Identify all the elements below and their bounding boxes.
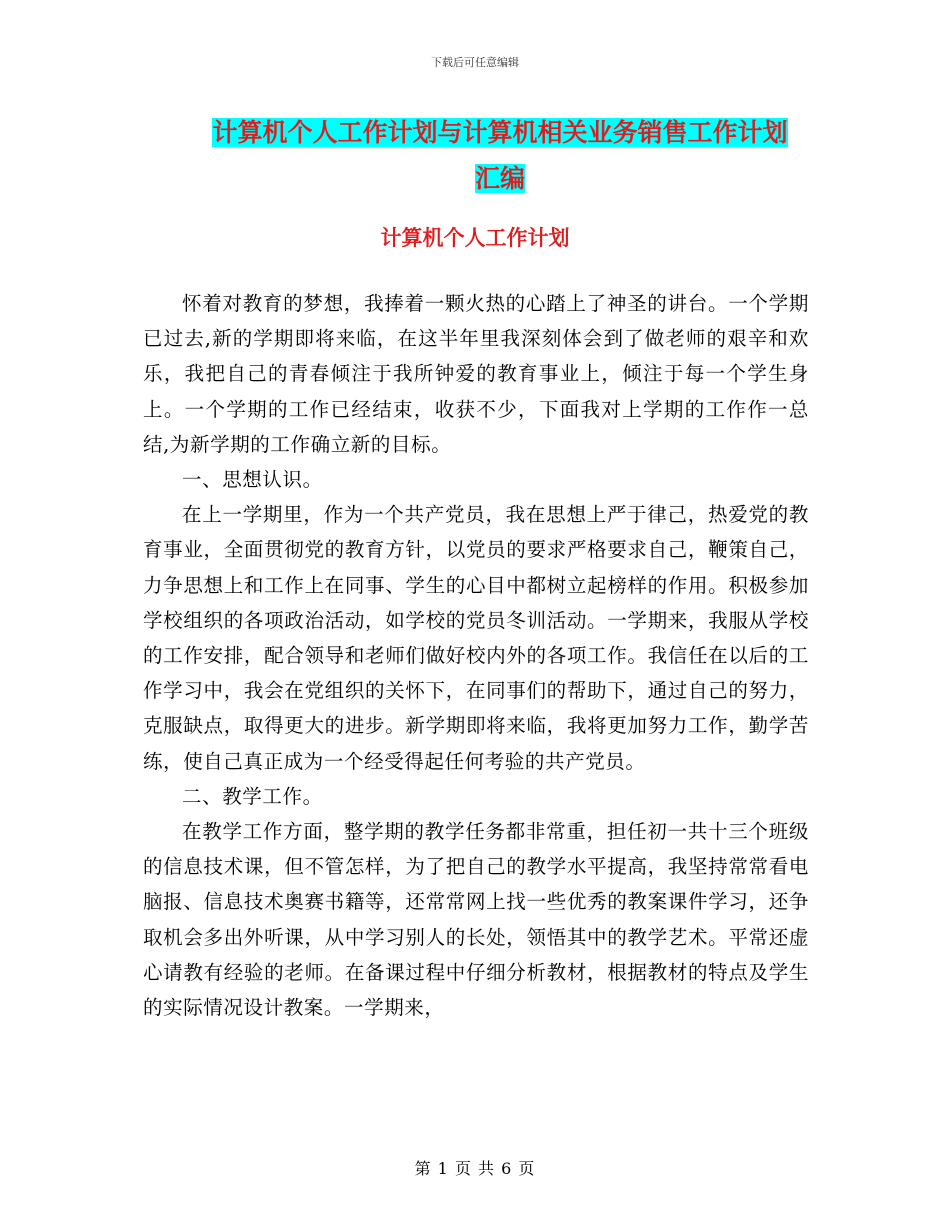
heading-teaching: 二、教学工作。 (182, 784, 323, 808)
paragraph-teaching: 在教学工作方面，整学期的教学任务都非常重，担任初一共十三个班级的信息技术课，但不管怎样，为了把自己的教学水平提高，我坚持常常看电脑报、信息技术奥赛书籍等，还常常网上找一些优秀的教案课件学习，还争取机会多出外听课，从中学习别人的长处，领悟其中的教学艺术。平常还虚心请教有经验的老师。在备课过程中仔细分析教材，根据教材的特点及学生的实际情况设计教案。一学期来， (143, 820, 809, 1020)
paragraph-intro: 怀着对教育的梦想，我捧着一颗火热的心踏上了神圣的讲台。一个学期已过去,新的学期即将来临，在这半年里我深刻体会到了做老师的艰辛和欢乐，我把自己的青春倾注于我所钟爱的教育事业上，倾注于每一个学生身上。一个学期的工作已经结束，收获不少，下面我对上学期的工作作一总结,为新学期的工作确立新的目标。 (143, 292, 809, 456)
heading-ideology: 一、思想认识。 (182, 468, 323, 492)
header-note: 下载后可任意编辑 (431, 56, 519, 69)
document-title (190, 110, 810, 202)
body-text (143, 286, 809, 1025)
section-title: 计算机个人工作计划 (380, 226, 570, 250)
paragraph-ideology: 在上一学期里，作为一个共产党员，我在思想上严于律己，热爱党的教育事业，全面贯彻党的教育方针，以党员的要求严格要求自己，鞭策自己，力争思想上和工作上在同事、学生的心目中都树立起榜样的作用。积极参加学校组织的各项政治活动，如学校的党员冬训活动。一学期来，我服从学校的工作安排，配合领导和老师们做好校内外的各项工作。我信任在以后的工作学习中，我会在党组织的关怀下，在同事们的帮助下，通过自己的努力，克服缺点，取得更大的进步。新学期即将来临，我将更加努力工作，勤学苦练，使自己真正成为一个经受得起任何考验的共产党员。 (143, 503, 809, 773)
document-title-line-2: 汇编 (474, 164, 525, 193)
page-footer: 第 1 页 共 6 页 (414, 1159, 536, 1178)
document-title-line-1: 计算机个人工作计划与计算机相关业务销售工作计划 (212, 118, 788, 147)
